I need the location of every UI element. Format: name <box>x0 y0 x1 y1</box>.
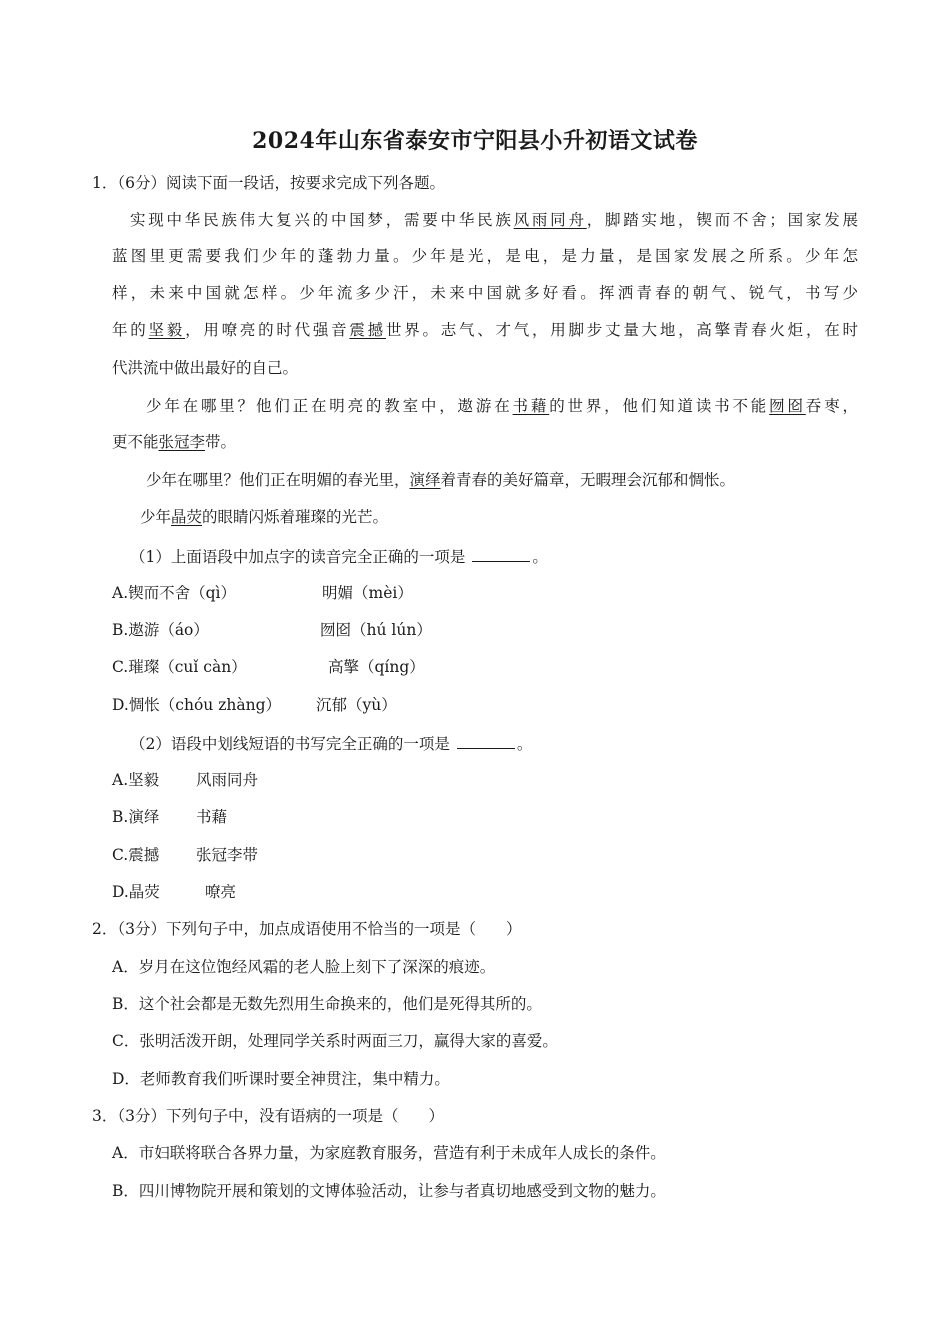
q1-passage-line-2: 蓝图里更需要我们少年的蓬勃力量。少年是光，是电，是力量，是国家发展之所系。少年怎 <box>112 247 858 265</box>
q1-sub1-option-c[interactable]: C.璀璨（cuǐ càn） <box>112 658 247 676</box>
q1-sub1-option-a-2: 明媚（mèi） <box>322 584 413 602</box>
q1-sub1-option-d[interactable]: D.惆怅（chóu zhàng） <box>112 696 282 714</box>
q1-passage-line-5: 代洪流中做出最好的自己。 <box>112 359 299 377</box>
q3-option-b[interactable]: B．四川博物院开展和策划的文博体验活动，让参与者真切地感受到文物的魅力。 <box>112 1182 666 1200</box>
q2-option-d[interactable]: D．老师教育我们听课时要全神贯注，集中精力。 <box>112 1070 450 1088</box>
q1-sub2-stem: （2）语段中划线短语的书写完全正确的一项是 。 <box>130 735 533 753</box>
q1-sub2-option-b[interactable]: B.演绎 <box>112 808 160 826</box>
q1-sub2-option-d-2: 嘹亮 <box>205 883 237 901</box>
q1-passage-line-8: 少年在哪里？他们正在明媚的春光里，演绎着青春的美好篇章，无暇理会沉郁和惆怅。 <box>146 471 736 489</box>
q1-passage-line-4: 年的坚毅，用嘹亮的时代强音震撼世界。志气、才气，用脚步丈量大地，高擎青春火炬，在时 <box>112 321 858 339</box>
q1-sub2-option-c-2: 张冠李带 <box>196 846 259 864</box>
q1-passage-line-3: 样，未来中国就怎样。少年流多少汗，未来中国就多好看。挥洒青春的朝气、锐气，书写少 <box>112 284 858 302</box>
q1-sub1-option-d-2: 沉郁（yù） <box>316 696 397 714</box>
q1-sub2-option-a[interactable]: A.坚毅 <box>112 771 160 789</box>
q2-option-a[interactable]: A．岁月在这位饱经风霜的老人脸上刻下了深深的痕迹。 <box>112 958 496 976</box>
q1-sub2-option-a-2: 风雨同舟 <box>196 771 259 789</box>
q1-sub2-option-c[interactable]: C.震撼 <box>112 846 160 864</box>
answer-blank[interactable] <box>457 733 515 749</box>
q2-option-c[interactable]: C．张明活泼开朗，处理同学关系时两面三刀，赢得大家的喜爱。 <box>112 1032 558 1050</box>
q1-sub1-option-a[interactable]: A.锲而不舍（qì） <box>112 584 237 602</box>
q3-option-a[interactable]: A．市妇联将联合各界力量，为家庭教育服务，营造有利于未成年人成长的条件。 <box>112 1144 666 1162</box>
q1-sub2-option-b-2: 书藉 <box>196 808 228 826</box>
question-1-stem: 1．（6分）阅读下面一段话，按要求完成下列各题。 <box>92 174 445 192</box>
q1-passage-line-1: 实现中华民族伟大复兴的中国梦，需要中华民族风雨同舟，脚踏实地，锲而不舍；国家发展 <box>130 211 858 229</box>
q1-passage-line-9: 少年晶荧的眼睛闪烁着璀璨的光芒。 <box>140 508 389 526</box>
q2-option-b[interactable]: B．这个社会都是无数先烈用生命换来的，他们是死得其所的。 <box>112 995 542 1013</box>
answer-blank[interactable] <box>472 546 530 562</box>
q1-sub2-option-d[interactable]: D.晶荧 <box>112 883 160 901</box>
q1-sub1-option-b-2: 囫囵（hú lún） <box>320 621 432 639</box>
q1-sub1-stem: （1）上面语段中加点字的读音完全正确的一项是 。 <box>130 548 548 566</box>
exam-title: 2024年山东省泰安市宁阳县小升初语文试卷 <box>252 128 698 154</box>
q1-passage-line-7: 更不能张冠李带。 <box>112 433 237 451</box>
question-3-stem: 3．（3分）下列句子中，没有语病的一项是（ ） <box>92 1107 444 1125</box>
question-2-stem: 2．（3分）下列句子中，加点成语使用不恰当的一项是（ ） <box>92 920 522 938</box>
q1-passage-line-6: 少年在哪里？他们正在明亮的教室中，遨游在书藉的世界，他们知道读书不能囫囵吞枣， <box>146 397 858 415</box>
q1-sub1-option-b[interactable]: B.遨游（áo） <box>112 621 209 639</box>
q1-sub1-option-c-2: 高擎（qíng） <box>328 658 425 676</box>
